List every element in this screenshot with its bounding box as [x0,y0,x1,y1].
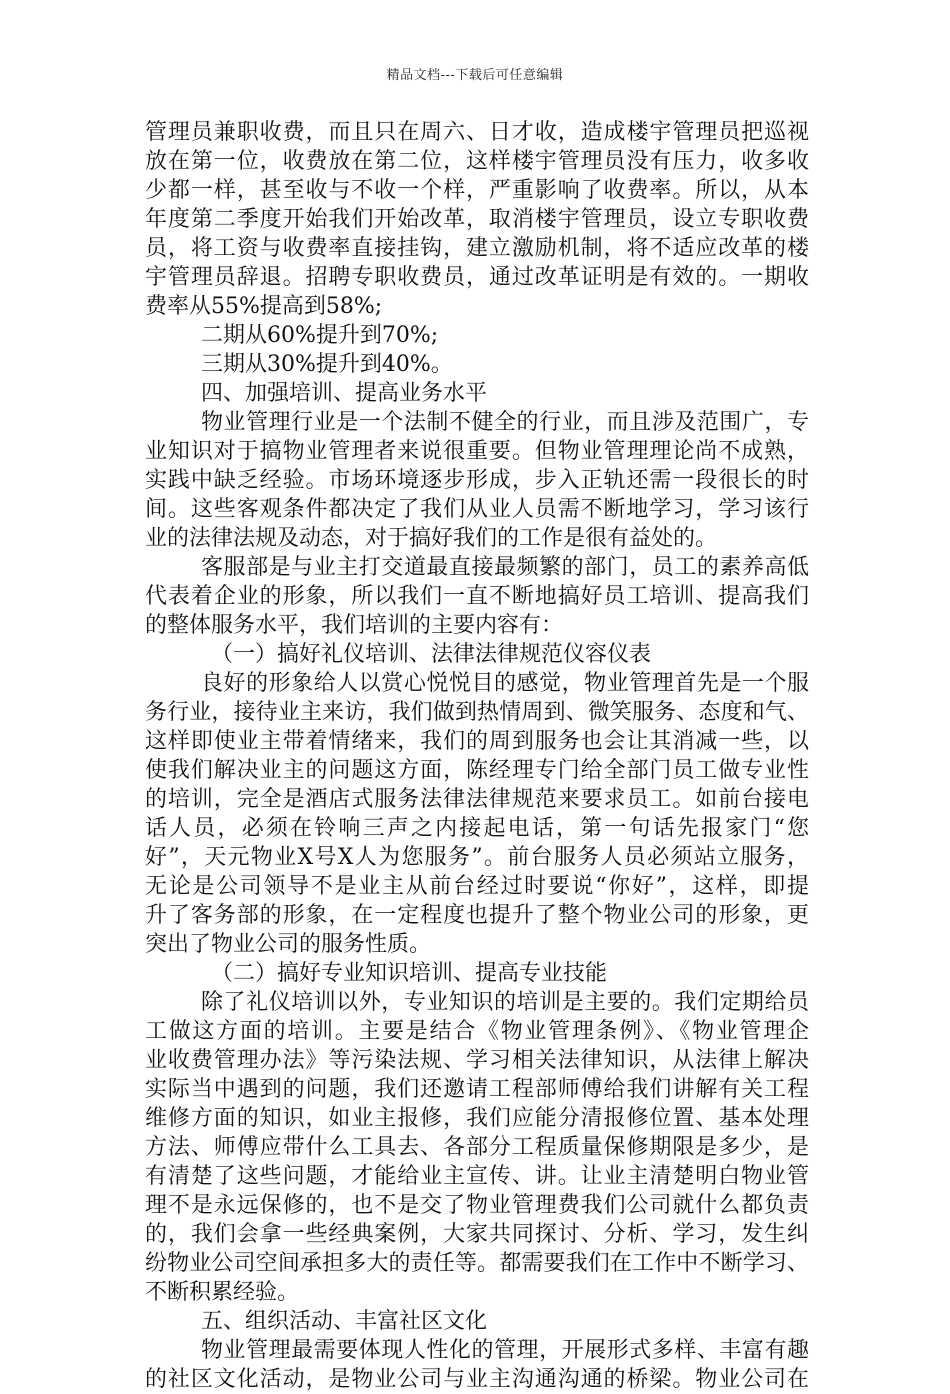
text-line: 代表着企业的形象，所以我们一直不断地搞好员工培训、提高我们 [145,584,809,609]
text-line: 业收费管理办法》等污染法规、学习相关法律知识，从法律上解决 [145,1048,809,1073]
text-line: 业知识对于搞物业管理者来说很重要。但物业管理理论尚不成熟， [145,439,809,464]
text-line: 维修方面的知识，如业主报修，我们应能分清报修位置、基本处理 [145,1106,809,1131]
text-line: 物业管理最需要体现人性化的管理，开展形式多样、丰富有趣 [201,1338,809,1363]
text-line: （二）搞好专业知识培训、提高专业技能 [211,961,608,986]
text-line: 四、加强培训、提高业务水平 [201,381,488,406]
text-line: 业的法律法规及动态，对于搞好我们的工作是很有益处的。 [145,526,718,551]
text-line: 管理员兼职收费，而且只在周六、日才收，造成楼宇管理员把巡视 [145,120,809,145]
text-line: 三期从30%提升到40%。 [201,352,453,377]
text-line: 少都一样，甚至收与不收一个样，严重影响了收费率。所以，从本 [145,178,809,203]
text-line: 方法、师傅应带什么工具去、各部分工程质量保修期限是多少，是 [145,1135,809,1160]
text-line: 的社区文化活动，是物业公司与业主沟通沟通的桥梁。物业公司在 [145,1367,809,1392]
text-line: 二期从60%提升到70%; [201,323,439,348]
text-line: 好”，天元物业X号X人为您服务”。前台服务人员必须站立服务， [145,845,809,870]
text-line: 有清楚了这些问题，才能给业主宣传、讲。让业主清楚明白物业管 [145,1164,809,1189]
text-line: 费率从55%提高到58%; [145,294,383,319]
text-line: 的，我们会拿一些经典案例，大家共同探讨、分析、学习，发生纠 [145,1222,809,1247]
text-line: 放在第一位，收费放在第二位，这样楼宇管理员没有压力，收多收 [145,149,809,174]
text-line: 的培训，完全是酒店式服务法律法律规范来要求员工。如前台接电 [145,787,809,812]
text-line: 纷物业公司空间承担多大的责任等。都需要我们在工作中不断学习、 [145,1251,809,1276]
text-line: 突出了物业公司的服务性质。 [145,932,432,957]
document-body [145,118,809,1394]
text-line: 实践中缺乏经验。市场环境逐步形成，步入正轨还需一段很长的时 [145,468,809,493]
text-line: 无论是公司领导不是业主从前台经过时要说“你好”，这样，即提 [145,874,809,899]
text-line: 物业管理行业是一个法制不健全的行业，而且涉及范围广，专 [201,410,809,435]
text-line: 工做这方面的培训。主要是结合《物业管理条例》、《物业管理企 [145,1019,809,1044]
text-line: 理不是永远保修的，也不是交了物业管理费我们公司就什么都负责 [145,1193,809,1218]
text-line: 升了客务部的形象，在一定程度也提升了整个物业公司的形象，更 [145,903,809,928]
text-line: 客服部是与业主打交道最直接最频繁的部门，员工的素养高低 [201,555,809,580]
page-header: 精品文档---下载后可任意编辑 [386,68,564,83]
text-line: 除了礼仪培训以外，专业知识的培训是主要的。我们定期给员 [201,990,809,1015]
text-line: （一）搞好礼仪培训、法律法律规范仪容仪表 [211,642,652,667]
text-line: 实际当中遇到的问题，我们还邀请工程部师傅给我们讲解有关工程 [145,1077,809,1102]
text-line: 不断积累经验。 [145,1280,300,1305]
text-line: 员，将工资与收费率直接挂钩，建立激励机制，将不适应改革的楼 [145,236,809,261]
text-line: 五、组织活动、丰富社区文化 [201,1309,488,1334]
text-line: 宇管理员辞退。招聘专职收费员，通过改革证明是有效的。一期收 [145,265,809,290]
text-line: 务行业，接待业主来访，我们做到热情周到、微笑服务、态度和气、 [145,700,809,725]
text-line: 使我们解决业主的问题这方面，陈经理专门给全部门员工做专业性 [145,758,809,783]
text-line: 的整体服务水平，我们培训的主要内容有： [145,613,564,638]
text-line: 这样即使业主带着情绪来，我们的周到服务也会让其消减一些，以 [145,729,809,754]
text-line: 话人员，必须在铃响三声之内接起电话，第一句话先报家门“您 [145,816,809,841]
text-line: 年度第二季度开始我们开始改革，取消楼宇管理员，设立专职收费 [145,207,809,232]
text-line: 间。这些客观条件都决定了我们从业人员需不断地学习，学习该行 [145,497,809,522]
text-line: 良好的形象给人以赏心悦悦目的感觉，物业管理首先是一个服 [201,671,809,696]
